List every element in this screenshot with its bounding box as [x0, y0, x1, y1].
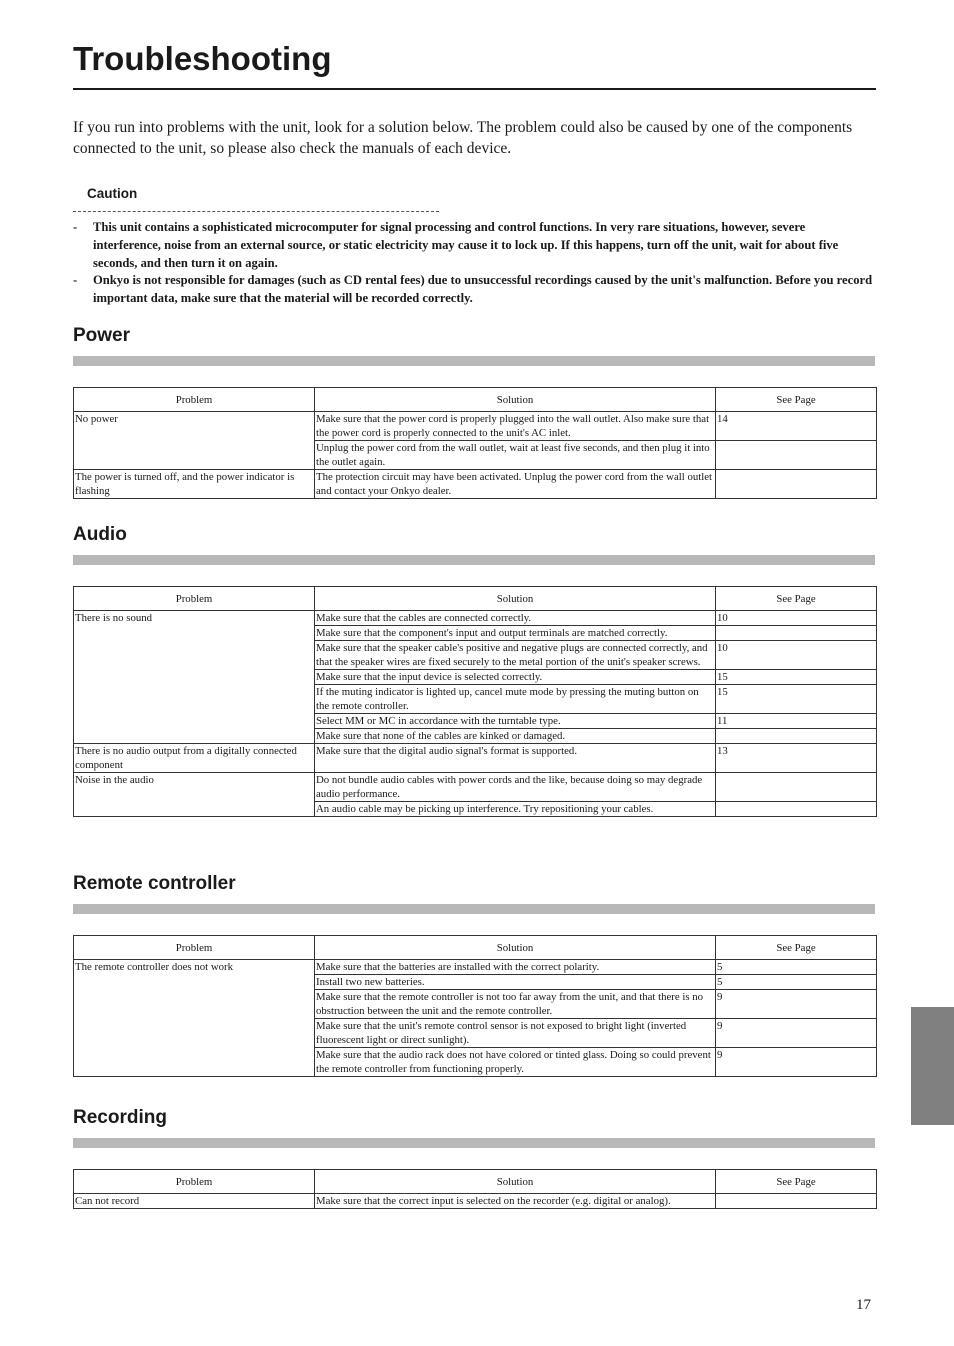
title-rule — [73, 88, 876, 90]
problem-cell: Noise in the audio — [74, 773, 315, 817]
page-cell — [716, 1194, 877, 1209]
section-bar — [73, 904, 875, 914]
section-bar — [73, 555, 875, 565]
page-number: 17 — [856, 1297, 871, 1313]
page-cell: 9 — [716, 990, 877, 1019]
problem-cell: There is no sound — [74, 611, 315, 744]
page-title: Troubleshooting — [73, 40, 332, 77]
solution-cell: Make sure that the batteries are installed with the correct polarity. — [315, 960, 716, 975]
solution-cell: Unplug the power cord from the wall outlet, wait at least five seconds, and then plug it into the outlet again. — [315, 441, 716, 470]
header-problem: Problem — [74, 936, 315, 960]
header-page: See Page — [716, 936, 877, 960]
solution-cell: Select MM or MC in accordance with the turntable type. — [315, 714, 716, 729]
solution-cell: If the muting indicator is lighted up, cancel mute mode by pressing the muting button on the remote controller. — [315, 685, 716, 714]
page-cell: 10 — [716, 641, 877, 670]
page-cell: 15 — [716, 670, 877, 685]
audio-table — [73, 586, 877, 817]
section-title-recording: Recording — [73, 1107, 167, 1128]
solution-cell: The protection circuit may have been activated. Unplug the power cord from the wall outlet and contact your Onkyo dealer. — [315, 470, 716, 499]
table-row — [74, 412, 877, 441]
problem-cell: There is no audio output from a digitally connected component — [74, 744, 315, 773]
caution-divider — [73, 211, 439, 212]
solution-cell: Make sure that the cables are connected correctly. — [315, 611, 716, 626]
section-bar — [73, 356, 875, 366]
solution-cell: Install two new batteries. — [315, 975, 716, 990]
header-page: See Page — [716, 388, 877, 412]
page-cell — [716, 773, 877, 802]
caution-item-text: This unit contains a sophisticated microcomputer for signal processing and control functions. In very rare situations, however, severe interference, noise from an external source, or static electricity may cause it to lock up. If this happens, turn off the unit, wait for about five seconds, and then turn it on again. — [93, 220, 839, 270]
page-cell: 5 — [716, 975, 877, 990]
table-row — [74, 1194, 877, 1209]
table-row — [74, 470, 877, 499]
solution-cell: Make sure that the input device is selected correctly. — [315, 670, 716, 685]
power-table — [73, 387, 877, 499]
solution-cell: Make sure that the unit's remote control sensor is not exposed to bright light (inverted fluorescent light or direct sunlight). — [315, 1019, 716, 1048]
header-page: See Page — [716, 1170, 877, 1194]
solution-cell: Do not bundle audio cables with power cords and the like, because doing so may degrade audio performance. — [315, 773, 716, 802]
section-title-audio: Audio — [73, 524, 127, 545]
table-row — [74, 773, 877, 802]
header-solution: Solution — [315, 388, 716, 412]
solution-cell: Make sure that the power cord is properly plugged into the wall outlet. Also make sure that the power cord is properly connected to the unit's AC inlet. — [315, 412, 716, 441]
page-cell: 15 — [716, 685, 877, 714]
page-cell: 11 — [716, 714, 877, 729]
solution-cell: Make sure that the component's input and output terminals are matched correctly. — [315, 626, 716, 641]
page-cell — [716, 802, 877, 817]
problem-cell: No power — [74, 412, 315, 470]
page-cell: 9 — [716, 1048, 877, 1077]
problem-cell: The power is turned off, and the power indicator is flashing — [74, 470, 315, 499]
solution-cell: Make sure that the correct input is selected on the recorder (e.g. digital or analog). — [315, 1194, 716, 1209]
recording-table — [73, 1169, 877, 1209]
header-problem: Problem — [74, 388, 315, 412]
header-problem: Problem — [74, 1170, 315, 1194]
section-bar — [73, 1138, 875, 1148]
problem-cell: The remote controller does not work — [74, 960, 315, 1077]
header-page: See Page — [716, 587, 877, 611]
page-cell: 10 — [716, 611, 877, 626]
caution-item: - This unit contains a sophisticated microcomputer for signal processing and control functions. In very rare situations, however, severe interference, noise from an external source, or static electricity may cause it to lock up. If this happens, turn off the unit, wait for about five seconds, and then turn it on again. — [73, 220, 839, 270]
page-cell: 13 — [716, 744, 877, 773]
page-cell: 14 — [716, 412, 877, 441]
solution-cell: Make sure that the audio rack does not have colored or tinted glass. Doing so could prevent the remote controller from functioning properly. — [315, 1048, 716, 1077]
page-cell — [716, 441, 877, 470]
page-cell — [716, 729, 877, 744]
caution-item-text: Onkyo is not responsible for damages (such as CD rental fees) due to unsuccessful recordings caused by the unit's malfunction. Before you record important data, make sure that the material will be recorded correctly. — [93, 273, 873, 306]
page-cell: 5 — [716, 960, 877, 975]
caution-label: Caution — [87, 186, 138, 201]
table-row — [74, 611, 877, 626]
header-solution: Solution — [315, 1170, 716, 1194]
caution-list — [73, 219, 876, 308]
header-solution: Solution — [315, 587, 716, 611]
page-cell — [716, 626, 877, 641]
page-cell: 9 — [716, 1019, 877, 1048]
problem-cell: Can not record — [74, 1194, 315, 1209]
caution-item: - Onkyo is not responsible for damages (such as CD rental fees) due to unsuccessful recordings caused by the unit's malfunction. Before you record important data, make sure that the material will be recorded correctly. — [73, 273, 873, 306]
remote-controller-table — [73, 935, 877, 1077]
section-title-power: Power — [73, 325, 131, 346]
chapter-tab — [911, 1007, 954, 1125]
table-row — [74, 744, 877, 773]
intro-paragraph: If you run into problems with the unit, look for a solution below. The problem could also be caused by one of the components connected to the unit, so please also check the manuals of each device. — [73, 119, 853, 157]
solution-cell: Make sure that the speaker cable's positive and negative plugs are connected correctly, and that the speaker wires are fixed securely to the metal portion of the unit's speaker screws. — [315, 641, 716, 670]
header-solution: Solution — [315, 936, 716, 960]
solution-cell: An audio cable may be picking up interference. Try repositioning your cables. — [315, 802, 716, 817]
solution-cell: Make sure that the remote controller is not too far away from the unit, and that there is no obstruction between the unit and the remote controller. — [315, 990, 716, 1019]
header-problem: Problem — [74, 587, 315, 611]
table-row — [74, 960, 877, 975]
solution-cell: Make sure that the digital audio signal's format is supported. — [315, 744, 716, 773]
page-cell — [716, 470, 877, 499]
solution-cell: Make sure that none of the cables are kinked or damaged. — [315, 729, 716, 744]
section-title-remote-controller: Remote controller — [73, 873, 236, 894]
